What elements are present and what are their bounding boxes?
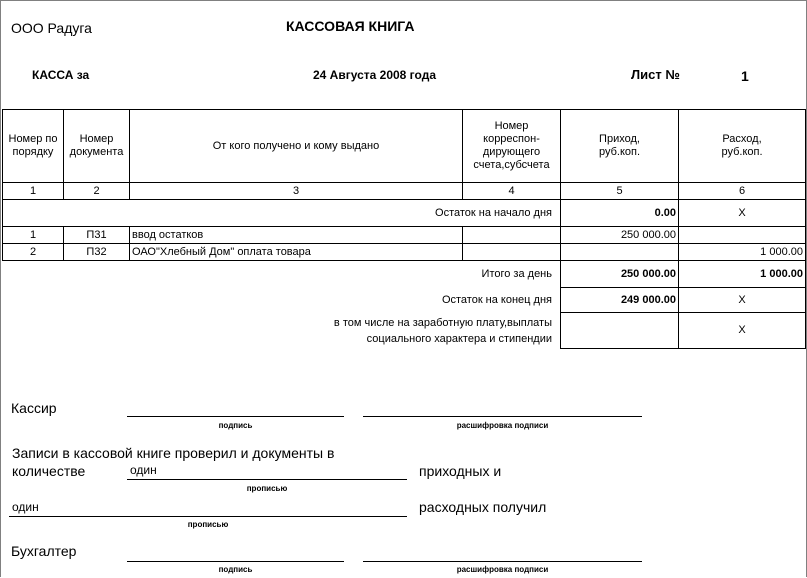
column-numbers-row xyxy=(3,183,806,200)
col-number: 1 xyxy=(3,183,64,200)
including-label-line2: социального характера и стипендии xyxy=(366,332,552,345)
header-doc: Номер документа xyxy=(64,110,130,183)
accountant-signature-caption: подпись xyxy=(218,565,253,574)
row-num: 2 xyxy=(3,244,64,261)
income-count-line[interactable] xyxy=(127,479,407,480)
row-expense xyxy=(679,227,806,244)
accountant-label: Бухгалтер xyxy=(11,543,77,559)
opening-balance-income: 0.00 xyxy=(561,200,679,227)
document-title: КАССОВАЯ КНИГА xyxy=(286,18,415,34)
accountant-signature-line[interactable] xyxy=(127,561,344,562)
cashier-signature-caption: подпись xyxy=(218,421,253,430)
closing-balance-income: 249 000.00 xyxy=(561,288,679,313)
organization-name: ООО Радуга xyxy=(11,20,92,36)
table-row xyxy=(3,244,806,261)
expense-in-words-caption: прописью xyxy=(187,520,229,529)
including-label-line1: в том числе на заработную плату,выплаты xyxy=(333,316,552,329)
expense-count-line[interactable] xyxy=(9,516,407,517)
cash-book-table xyxy=(2,109,806,349)
day-total-label: Итого за день xyxy=(3,261,561,288)
closing-balance-row xyxy=(3,288,806,313)
check-text-line2: количестве xyxy=(12,463,86,479)
cashier-decoding-caption: расшифровка подписи xyxy=(456,421,549,430)
including-row xyxy=(3,313,806,349)
closing-balance-label: Остаток на конец дня xyxy=(441,293,552,306)
sheet-number: 1 xyxy=(741,68,749,84)
expense-docs-label: расходных получил xyxy=(419,499,547,515)
accountant-decoding-caption: расшифровка подписи xyxy=(456,565,549,574)
accountant-decoding-line[interactable] xyxy=(363,561,642,562)
income-count-value: один xyxy=(130,463,157,477)
cashier-decoding-line[interactable] xyxy=(363,416,642,417)
row-account xyxy=(463,227,561,244)
col-number: 2 xyxy=(64,183,130,200)
day-total-income: 250 000.00 xyxy=(561,261,679,288)
opening-balance-label: Остаток на начало дня xyxy=(3,200,561,227)
opening-balance-expense: X xyxy=(679,200,806,227)
table-header-row xyxy=(3,110,806,183)
income-docs-label: приходных и xyxy=(419,463,502,479)
row-desc: ввод остатков xyxy=(130,227,463,244)
row-desc: ОАО"Хлебный Дом" оплата товара xyxy=(130,244,463,261)
income-in-words-caption: прописью xyxy=(246,484,288,493)
closing-balance-expense: X xyxy=(679,288,806,313)
row-income: 250 000.00 xyxy=(561,227,679,244)
cashier-signature-line[interactable] xyxy=(127,416,344,417)
sheet-label: Лист № xyxy=(631,67,680,82)
including-label xyxy=(3,313,561,349)
expense-count-value: один xyxy=(12,500,39,514)
header-income: Приход, руб.коп. xyxy=(561,110,679,183)
header-expense: Расход, руб.коп. xyxy=(679,110,806,183)
day-total-expense: 1 000.00 xyxy=(679,261,806,288)
row-account xyxy=(463,244,561,261)
col-number: 3 xyxy=(130,183,463,200)
check-text-line1: Записи в кассовой книге проверил и документы в xyxy=(12,445,335,461)
header-num: Номер по порядку xyxy=(3,110,64,183)
row-income xyxy=(561,244,679,261)
report-date: 24 Августа 2008 года xyxy=(313,68,436,82)
col-number: 4 xyxy=(463,183,561,200)
table-row xyxy=(3,227,806,244)
col-number: 6 xyxy=(679,183,806,200)
header-account: Номер корреспон-дирующего счета,субсчета xyxy=(463,110,561,183)
row-doc: П32 xyxy=(64,244,130,261)
cashier-label: Кассир xyxy=(11,400,57,416)
header-desc: От кого получено и кому выдано xyxy=(130,110,463,183)
col-number: 5 xyxy=(561,183,679,200)
day-total-row xyxy=(3,261,806,288)
kassa-label: КАССА за xyxy=(32,68,90,82)
including-income xyxy=(561,313,679,349)
opening-balance-row xyxy=(3,200,806,227)
row-doc: П31 xyxy=(64,227,130,244)
row-expense: 1 000.00 xyxy=(679,244,806,261)
row-num: 1 xyxy=(3,227,64,244)
including-expense: X xyxy=(679,313,806,349)
